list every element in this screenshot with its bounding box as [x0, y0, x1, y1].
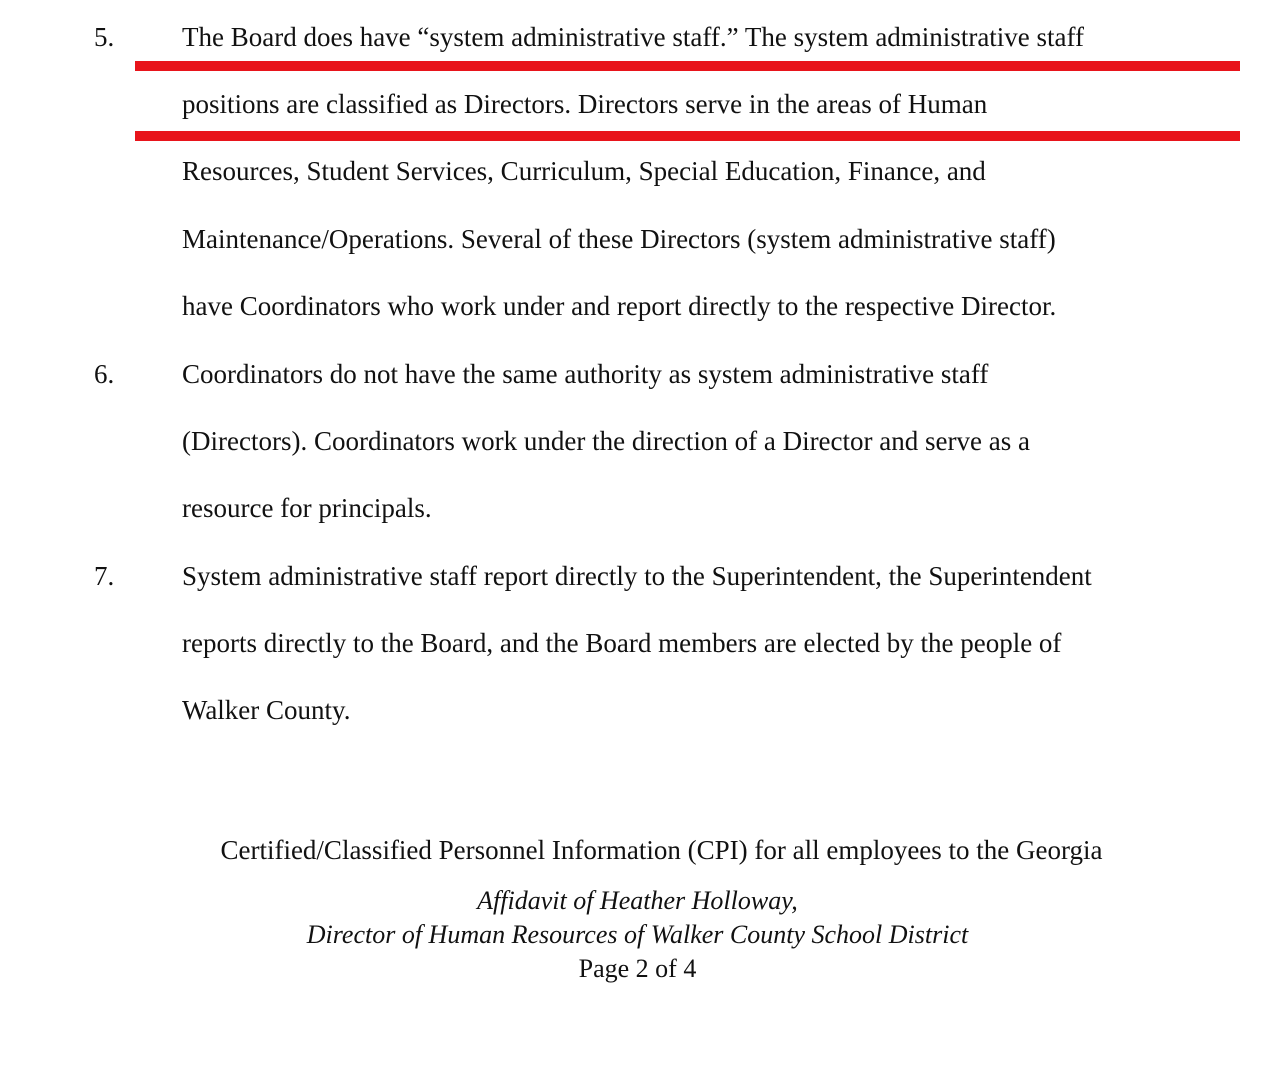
- affidavit-title: Affidavit of Heather Holloway,: [477, 886, 798, 915]
- paragraph-7-line-2: reports directly to the Board, and the Board members are elected by the people of: [182, 628, 1062, 658]
- red-highlight-rule-bottom: [135, 131, 1240, 141]
- affidavit-role: Director of Human Resources of Walker County School District: [306, 920, 969, 949]
- paragraph-6-line-2: (Directors). Coordinators work under the direction of a Director and serve as a: [182, 426, 1030, 456]
- paragraph-7-line-3: Walker County.: [182, 695, 351, 725]
- paragraph-number-5: 5.: [94, 22, 115, 52]
- paragraph-number-7: 7.: [94, 561, 115, 591]
- red-highlight-rule-top: [135, 61, 1240, 71]
- paragraph-6-line-1: Coordinators do not have the same authority as system administrative staff: [182, 359, 989, 389]
- paragraph-6-line-3: resource for principals.: [182, 493, 432, 523]
- paragraph-5-line-4: Maintenance/Operations. Several of these Directors (system administrative staff): [182, 224, 1056, 254]
- paragraph-5-line-5: have Coordinators who work under and report directly to the respective Director.: [182, 291, 1057, 321]
- paragraph-5-line-2: positions are classified as Directors. Directors serve in the areas of Human: [182, 89, 988, 119]
- paragraph-5-line-1: The Board does have “system administrative staff.” The system administrative staff: [182, 22, 1085, 52]
- page-number-label: Page 2 of 4: [578, 954, 697, 983]
- continued-text-line: Certified/Classified Personnel Information (CPI) for all employees to the Georgia: [220, 835, 1103, 865]
- paragraph-7-line-1: System administrative staff report directly to the Superintendent, the Superintendent: [182, 561, 1092, 591]
- paragraph-5-line-3: Resources, Student Services, Curriculum, Special Education, Finance, and: [182, 156, 986, 186]
- paragraph-number-6: 6.: [94, 359, 115, 389]
